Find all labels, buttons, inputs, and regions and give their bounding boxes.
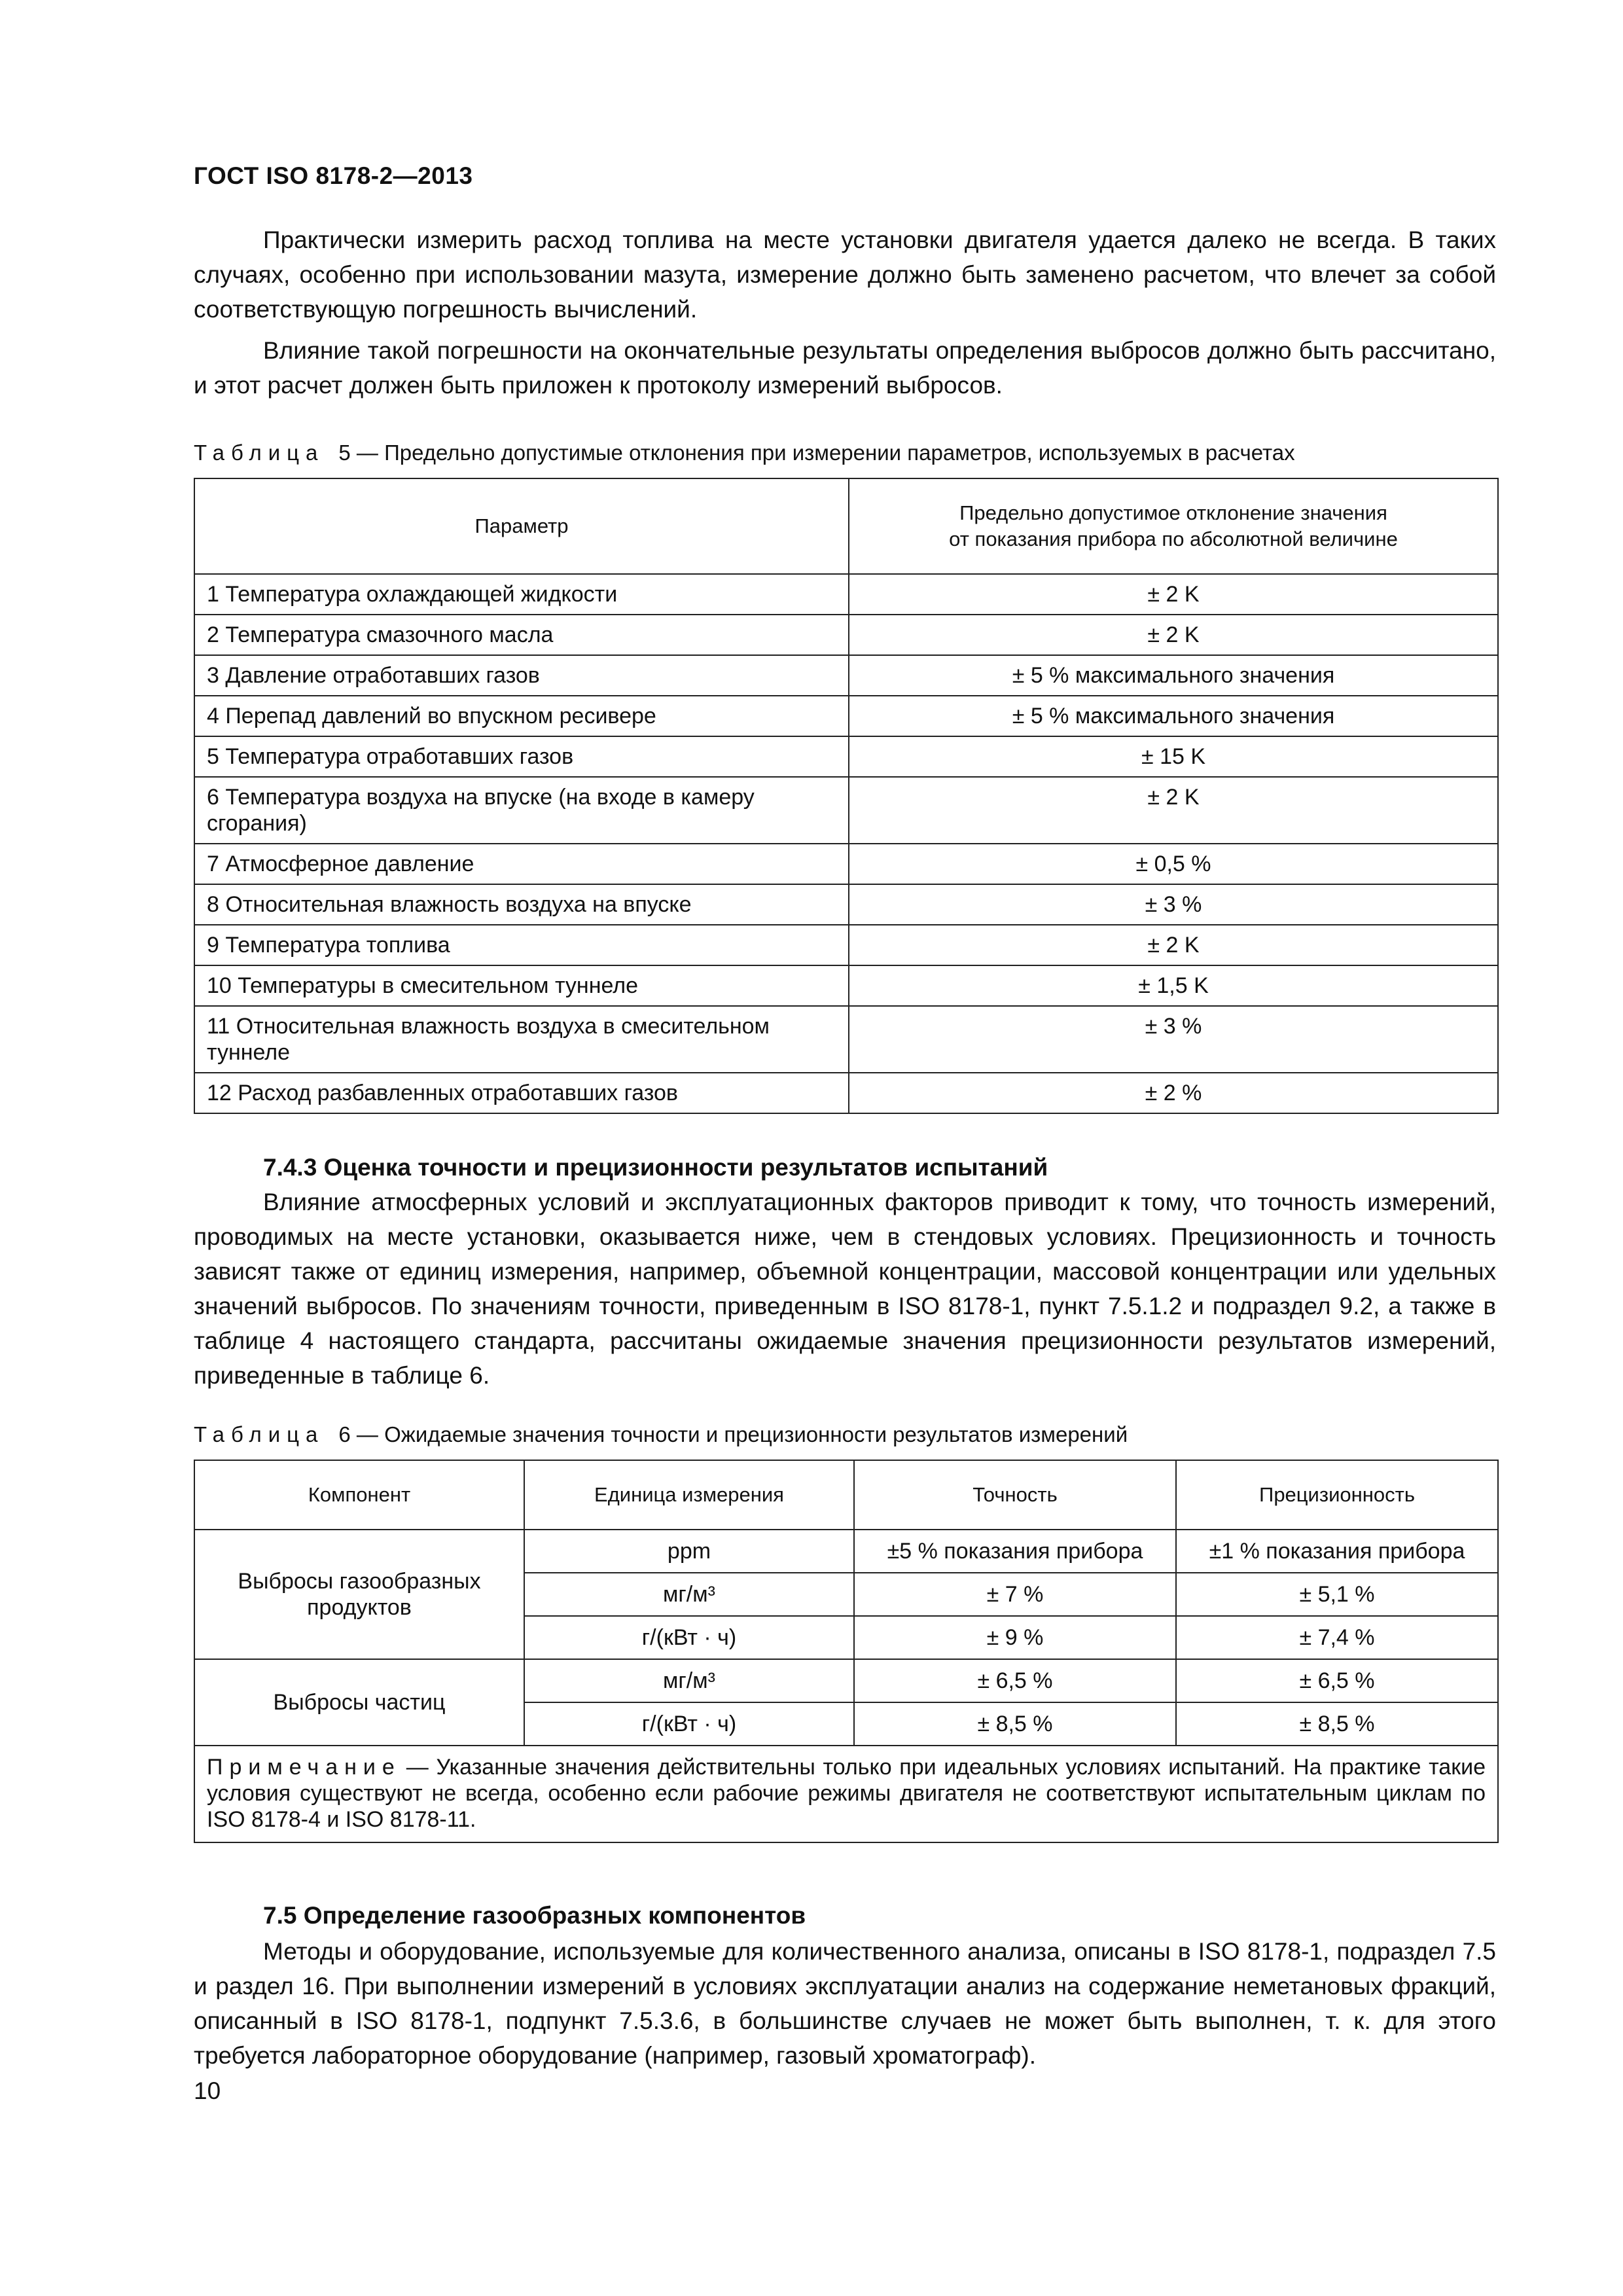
deviation-cell: ± 2 %	[849, 1073, 1498, 1113]
unit-cell: г/(кВт · ч)	[524, 1616, 854, 1659]
table5-caption	[194, 439, 1496, 467]
precision-cell: ±1 % показания прибора	[1176, 1530, 1498, 1573]
param-cell: 5 Температура отработавших газов	[194, 736, 849, 777]
deviation-cell: ± 3 %	[849, 884, 1498, 925]
precision-cell: ± 7,4 %	[1176, 1616, 1498, 1659]
param-cell: 8 Относительная влажность воздуха на впуске	[194, 884, 849, 925]
deviation-cell: ± 3 %	[849, 1006, 1498, 1073]
accuracy-cell: ± 7 %	[854, 1573, 1176, 1616]
param-cell: 3 Давление отработавших газов	[194, 655, 849, 696]
unit-cell: мг/м³	[524, 1573, 854, 1616]
intro-paragraph-2: Влияние такой погрешности на окончательные результаты определения выбросов должно быть рассчитано, и этот расчет должен быть приложен к протоколу измерений выбросов.	[194, 337, 1496, 399]
deviation-cell: ± 2 K	[849, 925, 1498, 965]
param-cell: 9 Температура топлива	[194, 925, 849, 965]
param-cell: 2 Температура смазочного масла	[194, 615, 849, 655]
param-cell: 4 Перепад давлений во впускном ресивере	[194, 696, 849, 736]
table6-header-accuracy: Точность	[854, 1460, 1176, 1530]
accuracy-cell: ±5 % показания прибора	[854, 1530, 1176, 1573]
table-row	[194, 1006, 1498, 1073]
unit-cell: ppm	[524, 1530, 854, 1573]
table-row	[194, 965, 1498, 1006]
table-row	[194, 615, 1498, 655]
table-row	[194, 925, 1498, 965]
param-cell: 1 Температура охлаждающей жидкости	[194, 574, 849, 615]
table6-note	[194, 1746, 1498, 1842]
param-cell: 11 Относительная влажность воздуха в смесительном туннеле	[194, 1006, 849, 1073]
table6-accuracy-precision	[194, 1460, 1499, 1843]
section-7-4-3-title: 7.4.3 Оценка точности и прецизионности результатов испытаний	[263, 1154, 1048, 1181]
param-cell: 6 Температура воздуха на впуске (на входе в камеру сгорания)	[194, 777, 849, 844]
table-row	[194, 777, 1498, 844]
table6-note-row	[194, 1746, 1498, 1842]
table6-header-unit: Единица измерения	[524, 1460, 854, 1530]
accuracy-cell: ± 8,5 %	[854, 1702, 1176, 1746]
precision-cell: ± 5,1 %	[1176, 1573, 1498, 1616]
table-row	[194, 655, 1498, 696]
precision-cell: ± 6,5 %	[1176, 1659, 1498, 1702]
deviation-cell: ± 5 % максимального значения	[849, 696, 1498, 736]
deviation-cell: ± 15 K	[849, 736, 1498, 777]
deviation-cell: ± 2 K	[849, 574, 1498, 615]
intro-text	[194, 223, 1496, 409]
table-row	[194, 844, 1498, 884]
deviation-cell: ± 2 K	[849, 777, 1498, 844]
table6-header-row	[194, 1460, 1498, 1530]
table-row	[194, 696, 1498, 736]
table6-header-component: Компонент	[194, 1460, 524, 1530]
table5-header-deviation-line2: от показания прибора по абсолютной величине	[949, 528, 1398, 550]
deviation-cell: ± 0,5 %	[849, 844, 1498, 884]
component-cell: Выбросы газообразных продуктов	[194, 1530, 524, 1659]
param-cell: 7 Атмосферное давление	[194, 844, 849, 884]
table-row	[194, 574, 1498, 615]
table5-header-deviation-line1: Предельно допустимое отклонение значения	[959, 501, 1387, 524]
section-7-5-text-block	[194, 1934, 1496, 2079]
table-row	[194, 1530, 1498, 1573]
accuracy-cell: ± 6,5 %	[854, 1659, 1176, 1702]
table-row	[194, 1073, 1498, 1113]
precision-cell: ± 8,5 %	[1176, 1702, 1498, 1746]
table-row	[194, 736, 1498, 777]
note-word: Примечание	[207, 1755, 401, 1780]
table6-caption-word: Таблица	[194, 1422, 325, 1446]
table5-deviations	[194, 478, 1499, 1114]
note-text: — Указанные значения действительны только при идеальных условиях испытаний. На практике такие условия существуют не всегда, особенно если рабочие режимы двигателя не соответствуют испытательным циклам по ISO 8178-4 и ISO 8178-11.	[207, 1755, 1486, 1832]
table6-caption	[194, 1420, 1496, 1449]
unit-cell: г/(кВт · ч)	[524, 1702, 854, 1746]
table6-caption-text: 6 — Ожидаемые значения точности и прецизионности результатов измерений	[338, 1422, 1128, 1446]
param-cell: 12 Расход разбавленных отработавших газов	[194, 1073, 849, 1113]
table-row	[194, 1659, 1498, 1702]
table5-header-row	[194, 478, 1498, 574]
table5-caption-word: Таблица	[194, 440, 325, 465]
table-row	[194, 884, 1498, 925]
intro-paragraph-1: Практически измерить расход топлива на месте установки двигателя удается далеко не всегда. В таких случаях, особенно при использовании мазута, измерение должно быть заменено расчетом, что влечет за собой соответствующую погрешность вычислений.	[194, 226, 1496, 323]
table6-header-precision: Прецизионность	[1176, 1460, 1498, 1530]
table5-header-deviation	[849, 478, 1498, 574]
deviation-cell: ± 2 K	[849, 615, 1498, 655]
section-7-5-text: Методы и оборудование, используемые для количественного анализа, описаны в ISO 8178-1, подраздел 7.5 и раздел 16. При выполнении измерений в условиях эксплуатации анализ на содержание неметановых фракций, описанный в ISO 8178-1, подпункт 7.5.3.6, в большинстве случаев не может быть выполнен, т. к. для этого требуется лабораторное оборудование (например, газовый хроматограф).	[194, 1938, 1496, 2069]
deviation-cell: ± 5 % максимального значения	[849, 655, 1498, 696]
component-cell: Выбросы частиц	[194, 1659, 524, 1746]
table5-header-param: Параметр	[194, 478, 849, 574]
deviation-cell: ± 1,5 K	[849, 965, 1498, 1006]
accuracy-cell: ± 9 %	[854, 1616, 1176, 1659]
section-7-4-3-text: Влияние атмосферных условий и эксплуатационных факторов приводит к тому, что точность измерений, проводимых на месте установки, оказывается ниже, чем в стендовых условиях. Прецизионность и точность зависят также от единиц измерения, например, объемной концентрации, массовой концентрации или удельных значений выбросов. По значениям точности, приведенным в ISO 8178-1, пункт 7.5.1.2 и подраздел 9.2, а также в таблице 4 настоящего стандарта, рассчитаны ожидаемые значения прецизионности результатов измерений, приведенные в таблице 6.	[194, 1189, 1496, 1389]
document-code-header: ГОСТ ISO 8178-2—2013	[194, 162, 473, 189]
param-cell: 10 Температуры в смесительном туннеле	[194, 965, 849, 1006]
section-7-5-title: 7.5 Определение газообразных компонентов	[263, 1902, 806, 1929]
table5-caption-text: 5 — Предельно допустимые отклонения при измерении параметров, используемых в расчетах	[338, 440, 1295, 465]
unit-cell: мг/м³	[524, 1659, 854, 1702]
page-number: 10	[194, 2077, 221, 2104]
section-7-4-3-text-block	[194, 1185, 1496, 1399]
